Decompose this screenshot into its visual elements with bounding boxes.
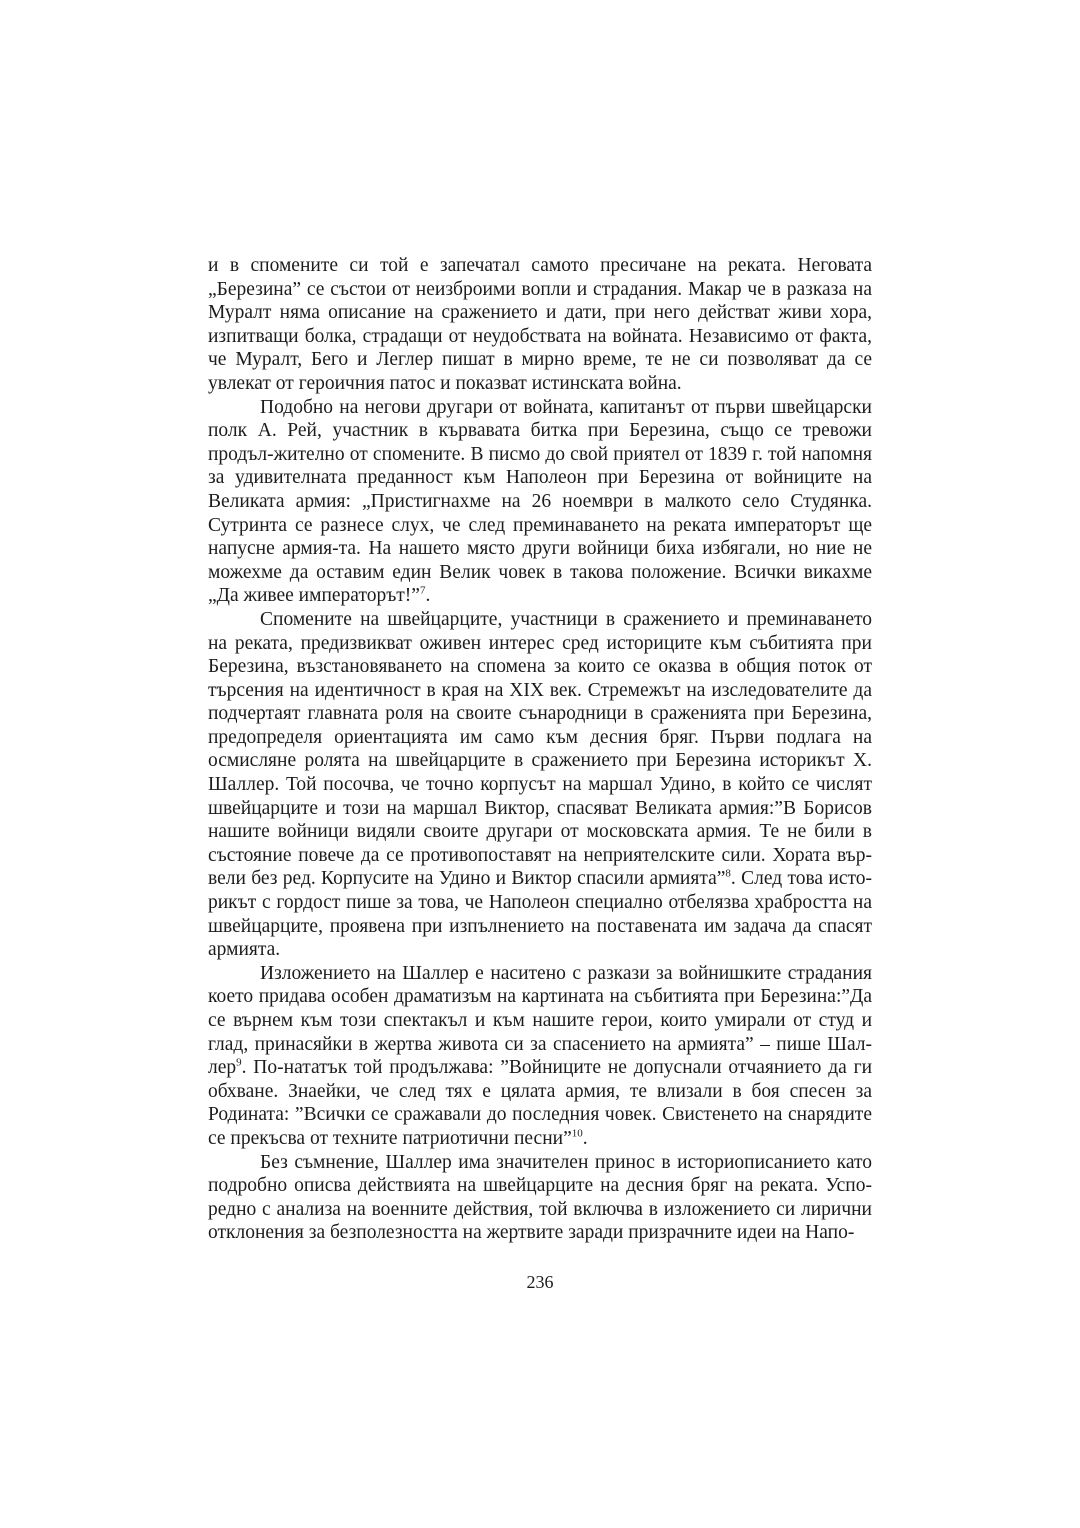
paragraph-5 <box>208 1151 872 1245</box>
paragraph-2 <box>208 396 872 608</box>
paragraph-1 <box>208 254 872 396</box>
footnote-ref-9: 9 <box>236 1056 242 1069</box>
paragraph-2-tail: . <box>425 585 431 607</box>
footnote-ref-10: 10 <box>571 1127 583 1140</box>
paragraph-3 <box>208 608 872 962</box>
body-text <box>208 254 872 1245</box>
footnote-ref-8: 8 <box>725 867 731 880</box>
paragraph-3-tail: . След това исто-рикът с гордост пише за това, че Наполеон специално отбелязва храбростта на швейцарците, проявена при изпълнението на поставената им задача да спасят армията. <box>208 868 872 961</box>
paragraph-4-tail-2: . <box>582 1127 588 1149</box>
paragraph-5-text: Без съмнение, Шаллер има значителен принос в историописанието като подробно описва действията на швейцарците на десния бряг на реката. Успо-редно с анализа на военните действия, той включва в изложението си лирични отклонения за безполезността на жертвите заради призрачните идеи на Напо- <box>208 1151 872 1244</box>
paragraph-4-tail: . По-нататък той продължава: ”Войниците не допуснали отчаянието да ги обхване. Знаейки, че след тях е цялата армия, те влизали в боя спесен за Родината: ”Всички се сражавали до последния човек. Свистенето на снарядите се прекъсва от техните патриотични песни” <box>208 1057 872 1149</box>
paragraph-4 <box>208 962 872 1151</box>
paragraph-2-text: Подобно на негови другари от войната, капитанът от първи швейцарски полк А. Рей, участник в кървавата битка при Березина, също се тревожи продъл-жително от спомените. В писмо до свой приятел от 1839 г. той напомня за удивителната преданност към Наполеон при Березина от войниците на Великата армия: „Пристигнахме на 26 ноември в малкото село Студянка. Сутринта се разнесе слух, че след преминаването на реката императорът ще напусне армия-та. На нашето място други войници биха избягали, но ние не можехме да оставим един Велик човек в такова положение. Всички викахме „Да живее императорът!” <box>208 396 872 607</box>
paragraph-3-text: Спомените на швейцарците, участници в сражението и преминаването на реката, предизвикват оживен интерес сред историците към събитията при Березина, възстановяването на спомена за които се оказва в общия поток от търсения на идентичност в края на XIX век. Стремежът на изследователите да подчертаят главната роля на своите сънародници в сраженията при Березина, предопределя ориентацията им само към десния бряг. Първи подлага на осмисляне ролята на швейцарците в сражението при Березина историкът Х. Шаллер. Той посочва, че точно корпусът на маршал Удино, в който се числят швейцарците и този на маршал Виктор, спасяват Великата армия:”В Борисов нашите войници видяли своите другари от московската армия. Те не били в състояние повече да се противопоставят на неприятелските сили. Хората вър-вели без ред. Корпусите на Удино и Виктор спасили армията” <box>208 608 872 890</box>
footnote-ref-7: 7 <box>419 584 426 597</box>
page-number: 236 <box>526 1272 554 1292</box>
paragraph-4-text: Изложението на Шаллер е наситено с разкази за войнишките страдания което придава особен драматизъм на картината на събитията при Березина:”Да се върнем към този спектакъл и към нашите герои, които умирали от студ и глад, принасяйки в жертва живота си за спасението на армията” – пише Шал-лер <box>208 962 872 1079</box>
paragraph-1-text: и в спомените си той е запечатал самото пресичане на реката. Неговата „Березина” се състои от неизброими вопли и страдания. Макар че в разказа на Муралт няма описание на сражението и дати, при него действат живи хора, изпитващи болка, страдащи от неудобствата на войната. Независимо от факта, че Муралт, Бего и Леглер пишат в мирно време, те не си позволяват да се увлекат от героичния патос и показват истинската война. <box>208 255 872 394</box>
